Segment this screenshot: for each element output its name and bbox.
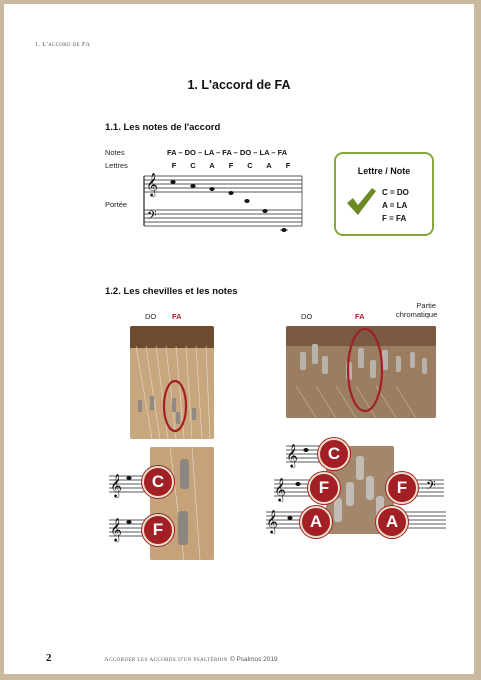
note-head	[209, 187, 214, 191]
treble-clef-icon: 𝄞	[146, 172, 158, 196]
pegs-photo-left	[130, 326, 214, 439]
letter-cell: C	[190, 161, 196, 170]
section-heading-notes: 1.1. Les notes de l'accord	[105, 122, 221, 133]
page-number: 2	[46, 652, 52, 664]
note-badge-c: C	[318, 438, 350, 470]
letter-cell: F	[285, 161, 291, 170]
bass-clef-icon: 𝄢	[147, 208, 157, 226]
letter-cell: A	[209, 161, 215, 170]
staff-fragment-left	[107, 466, 147, 548]
column-label-do: DO	[301, 312, 313, 321]
note-badge-f: F	[142, 514, 174, 546]
column-label-fa: FA	[355, 312, 365, 321]
column-label-fa: FA	[172, 312, 182, 321]
note-badge-a: A	[376, 506, 408, 538]
treble-clef-icon: 𝄞	[110, 473, 122, 497]
treble-clef-icon: 𝄞	[274, 477, 286, 501]
note-head	[244, 199, 249, 203]
note-badge-c: C	[142, 466, 174, 498]
check-icon	[344, 184, 378, 218]
note-head	[281, 228, 286, 232]
column-label-chromatic: Partie chromatique	[396, 301, 438, 319]
note-badge-f: F	[386, 472, 418, 504]
staff-fragment-right	[266, 436, 446, 540]
note-head	[262, 209, 267, 213]
note-head	[126, 520, 131, 524]
page-title: 1. L'accord de FA	[187, 78, 291, 92]
notes-sequence: FA – DO – LA – FA – DO – LA – FA	[167, 148, 288, 157]
footer-copyright: © Psalmos 2019	[229, 656, 278, 663]
legend-box	[334, 152, 434, 236]
staff-label: Portée	[105, 200, 128, 209]
footer-book-title: Accorder les accords d'un psaltérion	[104, 656, 228, 663]
footer-text	[104, 656, 278, 663]
treble-clef-icon: 𝄞	[266, 509, 278, 533]
legend-line: A = LA	[382, 201, 408, 210]
legend-line: F = FA	[382, 214, 407, 223]
note-head	[190, 184, 195, 188]
note-head	[170, 180, 175, 184]
note-badge-f: F	[308, 472, 340, 504]
bass-clef-icon: 𝄢	[426, 478, 436, 496]
treble-clef-icon: 𝄞	[286, 443, 298, 467]
note-head	[287, 516, 292, 520]
section-heading-pegs: 1.2. Les chevilles et les notes	[105, 286, 238, 297]
legend-title: Lettre / Note	[357, 166, 411, 176]
note-head	[228, 191, 233, 195]
document-page	[4, 4, 474, 674]
note-badge-a: A	[300, 506, 332, 538]
letter-cell: A	[266, 161, 272, 170]
legend-line: C = DO	[382, 188, 409, 197]
letter-cell: C	[247, 161, 253, 170]
pegs-photo-right	[286, 326, 436, 418]
letters-label: Lettres	[105, 161, 128, 170]
running-head: 1. L'accord de FA	[35, 41, 91, 48]
treble-clef-icon: 𝄞	[110, 517, 122, 541]
notes-label: Notes	[105, 148, 125, 157]
grand-staff	[142, 170, 304, 234]
note-head	[303, 448, 308, 452]
letter-cell: F	[228, 161, 234, 170]
column-label-do: DO	[145, 312, 157, 321]
note-head	[126, 476, 131, 480]
letter-cell: F	[171, 161, 177, 170]
note-head	[295, 482, 300, 486]
